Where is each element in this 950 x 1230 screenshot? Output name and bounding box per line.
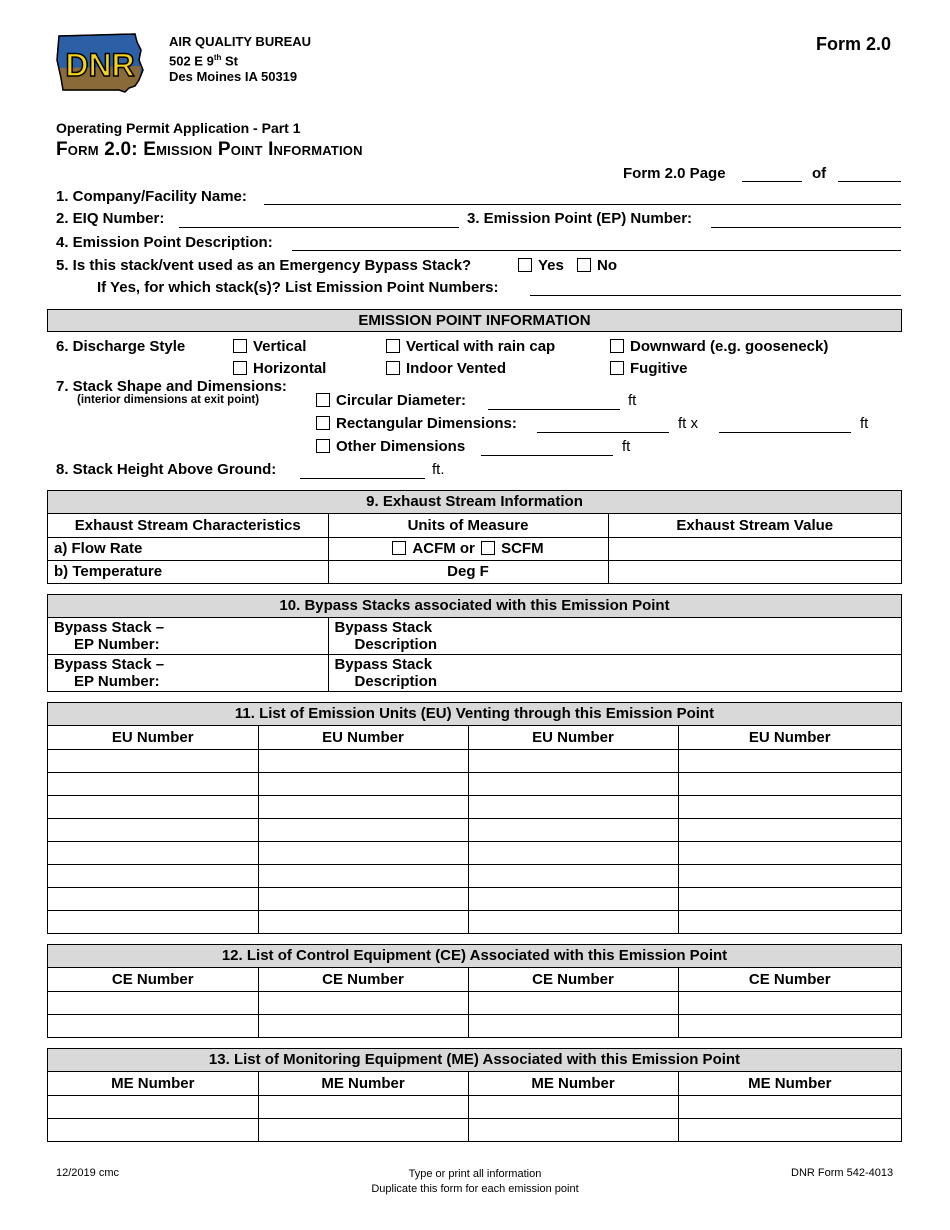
rect-width-field[interactable] [537,432,669,433]
no-checkbox[interactable] [577,258,591,272]
stack-height-label: 8. Stack Height Above Ground: [56,461,277,478]
table-row [48,841,901,864]
bypass-description-1[interactable]: Bypass Stack Description [328,618,901,654]
eu-cell[interactable] [48,772,258,795]
exhaust-header: 9. Exhaust Stream Information [48,491,901,514]
discharge-style-label: 6. Discharge Style [56,338,186,355]
me-cell[interactable] [48,1118,258,1141]
stack-shape-note: (interior dimensions at exit point) [77,394,260,406]
me-cell[interactable] [678,1095,901,1118]
table-row [48,772,901,795]
ce-cell[interactable] [48,991,258,1014]
company-name-field[interactable] [264,204,901,205]
eu-cell[interactable] [258,910,468,933]
page-total-field[interactable] [838,181,901,182]
stack-shape-label: 7. Stack Shape and Dimensions: [56,378,287,395]
eu-col-2: EU Number [258,726,468,749]
bypass-no-option[interactable]: No [577,257,617,274]
eu-cell[interactable] [678,864,901,887]
me-header: 13. List of Monitoring Equipment (ME) Associated with this Emission Point [48,1049,901,1072]
ce-cell[interactable] [468,991,678,1014]
eu-cell[interactable] [468,772,678,795]
ce-col-3: CE Number [468,968,678,991]
flow-rate-value[interactable] [608,537,901,560]
monitoring-equipment-section [47,1048,902,1142]
temperature-label: b) Temperature [48,560,328,583]
discharge-vertical-rain-cap[interactable]: Vertical with rain cap [386,338,555,355]
table-row [48,749,901,772]
eu-cell[interactable] [258,749,468,772]
stack-height-field[interactable] [300,478,425,479]
table-row [48,818,901,841]
eu-cell[interactable] [258,887,468,910]
col-value: Exhaust Stream Value [608,514,901,537]
eu-cell[interactable] [468,795,678,818]
footer-form-id: DNR Form 542-4013 [791,1167,894,1179]
footer-instructions: Type or print all information Duplicate this form for each emission point [371,1168,579,1195]
acfm-checkbox[interactable] [392,541,406,555]
eu-cell[interactable] [258,795,468,818]
discharge-fugitive[interactable]: Fugitive [610,360,688,377]
page-number-field[interactable] [742,181,802,182]
eu-cell[interactable] [48,887,258,910]
circular-unit: ft [628,392,637,409]
page-label: Form 2.0 Page [623,165,726,182]
eu-cell[interactable] [258,864,468,887]
form-number: Form 2.0 [816,34,892,54]
eu-cell[interactable] [258,818,468,841]
ce-col-1: CE Number [48,968,258,991]
other-unit: ft [622,438,631,455]
eu-cell[interactable] [48,841,258,864]
eu-cell[interactable] [48,749,258,772]
bypass-question: 5. Is this stack/vent used as an Emergency Bypass Stack? [56,257,472,274]
footer-date: 12/2019 cmc [56,1167,119,1179]
col-characteristics: Exhaust Stream Characteristics [48,514,328,537]
rectangular-option[interactable]: Rectangular Dimensions: [316,415,517,432]
me-col-4: ME Number [678,1072,901,1095]
discharge-downward[interactable]: Downward (e.g. gooseneck) [610,338,828,355]
of-label: of [812,165,827,182]
address-line-1: 502 E 9th St [169,53,239,69]
form-title: Form 2.0: Emission Point Information [56,139,363,160]
downward-checkbox[interactable] [610,339,624,353]
eu-cell[interactable] [258,841,468,864]
eu-cell[interactable] [468,841,678,864]
me-cell[interactable] [258,1118,468,1141]
exhaust-stream-section [47,490,902,584]
yes-checkbox[interactable] [518,258,532,272]
temperature-units: Deg F [328,560,608,583]
table-row [48,1014,901,1037]
circular-checkbox[interactable] [316,393,330,407]
table-row [48,910,901,933]
ep-info-header: EMISSION POINT INFORMATION [47,309,902,332]
eu-cell[interactable] [678,887,901,910]
eu-col-1: EU Number [48,726,258,749]
circular-option[interactable]: Circular Diameter: [316,392,466,409]
bypass-ep-number-1[interactable]: Bypass Stack – EP Number: [48,618,328,654]
dnr-logo [55,30,145,94]
ce-cell[interactable] [468,1014,678,1037]
ce-cell[interactable] [678,991,901,1014]
eu-cell[interactable] [678,910,901,933]
circular-diameter-field[interactable] [488,409,620,410]
eu-cell[interactable] [468,910,678,933]
discharge-indoor-vented[interactable]: Indoor Vented [386,360,506,377]
eu-cell[interactable] [468,864,678,887]
ep-description-field[interactable] [292,250,901,251]
ce-cell[interactable] [48,1014,258,1037]
col-units: Units of Measure [328,514,608,537]
other-dimensions-option[interactable]: Other Dimensions [316,438,465,455]
other-checkbox[interactable] [316,439,330,453]
eu-cell[interactable] [48,795,258,818]
table-row [48,864,901,887]
ep-number-field[interactable] [711,227,901,228]
discharge-vertical[interactable]: Vertical [233,338,306,355]
vertical-checkbox[interactable] [233,339,247,353]
rectangular-checkbox[interactable] [316,416,330,430]
form-subtitle: Operating Permit Application - Part 1 [56,120,301,136]
ce-cell[interactable] [258,991,468,1014]
me-col-1: ME Number [48,1072,258,1095]
eiq-number-label: 2. EIQ Number: [56,210,165,227]
ep-description-label: 4. Emission Point Description: [56,234,273,251]
eu-header: 11. List of Emission Units (EU) Venting through this Emission Point [48,703,901,726]
eu-col-3: EU Number [468,726,678,749]
bypass-ep-number-2[interactable]: Bypass Stack – EP Number: [48,654,328,691]
bypass-description-2[interactable]: Bypass Stack Description [328,654,901,691]
bypass-yes-option[interactable]: Yes [518,257,564,274]
discharge-horizontal[interactable]: Horizontal [233,360,326,377]
table-row [48,1095,901,1118]
rain-cap-checkbox[interactable] [386,339,400,353]
bypass-ep-numbers-field[interactable] [530,295,901,296]
table-row [48,991,901,1014]
me-col-2: ME Number [258,1072,468,1095]
eu-cell[interactable] [48,818,258,841]
flow-units: ACFM or SCFM [328,537,608,560]
temperature-value[interactable] [608,560,901,583]
rect-length-field[interactable] [719,432,851,433]
fugitive-checkbox[interactable] [610,361,624,375]
eu-cell[interactable] [678,749,901,772]
svg-text:DNR: DNR [65,47,135,83]
eu-cell[interactable] [678,795,901,818]
eu-cell[interactable] [468,818,678,841]
me-cell[interactable] [678,1118,901,1141]
emission-units-section [47,702,902,934]
eiq-number-field[interactable] [179,227,459,228]
iowa-map-icon [55,30,145,94]
ce-cell[interactable] [258,1014,468,1037]
eu-cell[interactable] [678,772,901,795]
rect-unit: ft [860,415,869,432]
indoor-vented-checkbox[interactable] [386,361,400,375]
scfm-checkbox[interactable] [481,541,495,555]
bypass-stacks-section [47,594,902,692]
bureau-name: AIR QUALITY BUREAU [169,34,312,49]
stack-height-unit: ft. [432,461,445,478]
me-cell[interactable] [468,1118,678,1141]
table-row [48,887,901,910]
flow-rate-label: a) Flow Rate [48,537,328,560]
me-cell[interactable] [48,1095,258,1118]
me-col-3: ME Number [468,1072,678,1095]
eu-cell[interactable] [48,864,258,887]
horizontal-checkbox[interactable] [233,361,247,375]
eu-cell[interactable] [468,887,678,910]
ce-col-2: CE Number [258,968,468,991]
control-equipment-section [47,944,902,1038]
ce-cell[interactable] [678,1014,901,1037]
ep-number-label: 3. Emission Point (EP) Number: [467,210,693,227]
company-name-label: 1. Company/Facility Name: [56,188,247,205]
address-line-2: Des Moines IA 50319 [169,69,298,85]
me-cell[interactable] [468,1095,678,1118]
eu-cell[interactable] [48,910,258,933]
eu-cell[interactable] [258,772,468,795]
eu-cell[interactable] [678,841,901,864]
bypass-header: 10. Bypass Stacks associated with this Emission Point [48,595,901,618]
me-cell[interactable] [258,1095,468,1118]
rect-unit-x: ft x [678,415,699,432]
eu-cell[interactable] [468,749,678,772]
ce-col-4: CE Number [678,968,901,991]
bypass-followup-label: If Yes, for which stack(s)? List Emission Point Numbers: [97,279,499,296]
ce-header: 12. List of Control Equipment (CE) Associated with this Emission Point [48,945,901,968]
table-row [48,795,901,818]
eu-cell[interactable] [678,818,901,841]
table-row [48,1118,901,1141]
eu-col-4: EU Number [678,726,901,749]
other-dimensions-field[interactable] [481,455,613,456]
